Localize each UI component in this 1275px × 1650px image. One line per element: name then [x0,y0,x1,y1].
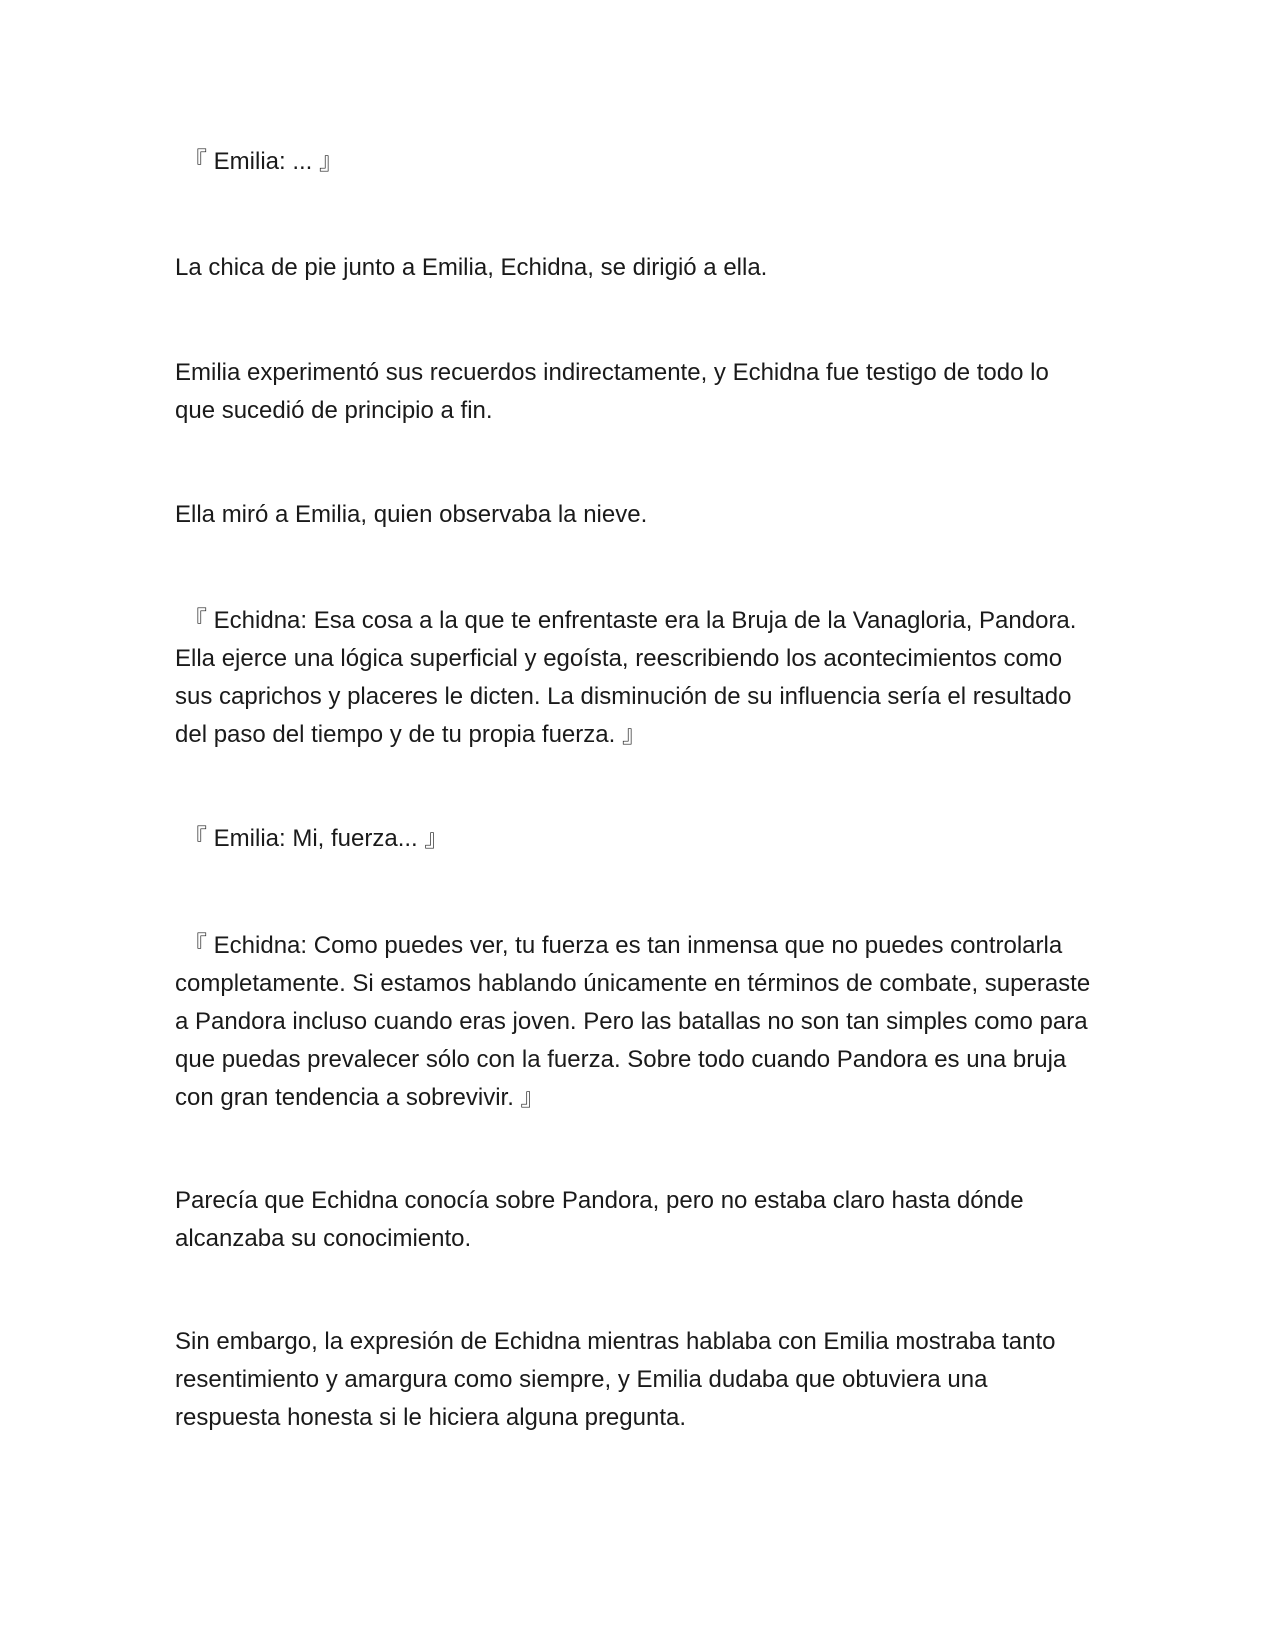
dialogue-echidna-fuerza: 『 Echidna: Como puedes ver, tu fuerza es tan inmensa que no puedes controlarla completamente. Si estamos hablando únicamente en términos de combate, superaste a Pandora incluso cuando eras joven. Pero las batallas no son tan simples como para que puedas prevalecer sólo con la fuerza. Sobre todo cuando Pandora es una bruja con gran tendencia a sobrevivir. 』 [175,932,1091,1111]
dialogue-emilia-ellipsis: 『 Emilia: ... 』 [183,148,344,175]
dialogue-echidna-pandora: 『 Echidna: Esa cosa a la que te enfrentaste era la Bruja de la Vanagloria, Pandora. Ella ejerce una lógica superficial y egoísta, reescribiendo los acontecimientos como sus caprichos y placeres le dicten. La disminución de su influencia sería el resultado del paso del tiempo y de tu propia fuerza. 』 [175,607,1077,748]
narration-paragraph: Ella miró a Emilia, quien observaba la nieve. [175,501,648,528]
dialogue-emilia-fuerza: 『 Emilia: Mi, fuerza... 』 [183,825,449,852]
narration-paragraph: Sin embargo, la expresión de Echidna mientras hablaba con Emilia mostraba tanto resentimiento y amargura como siempre, y Emilia dudaba que obtuviera una respuesta honesta si le hiciera alguna pregunta. [175,1328,1056,1431]
narration-paragraph: Emilia experimentó sus recuerdos indirectamente, y Echidna fue testigo de todo lo que sucedió de principio a fin. [175,359,1049,424]
narration-paragraph: La chica de pie junto a Emilia, Echidna, se dirigió a ella. [175,254,768,281]
narration-paragraph: Parecía que Echidna conocía sobre Pandora, pero no estaba claro hasta dónde alcanzaba su conocimiento. [175,1187,1024,1252]
